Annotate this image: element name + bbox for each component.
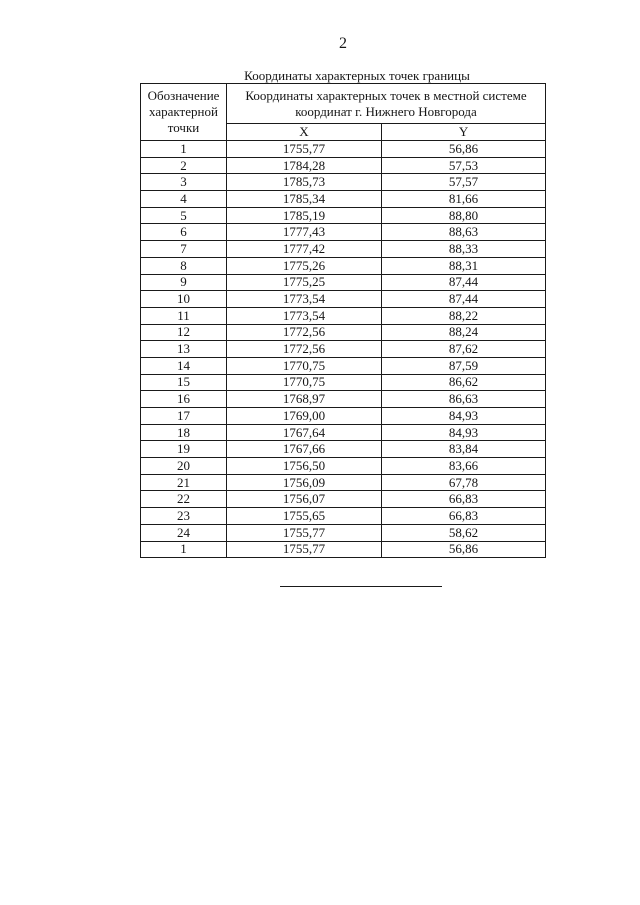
table-row — [141, 324, 546, 341]
table-row — [141, 441, 546, 458]
x-coordinate-cell: 1772,56 — [227, 341, 382, 358]
point-cell: 7 — [141, 241, 227, 258]
x-coordinate-cell: 1785,73 — [227, 174, 382, 191]
x-coordinate-cell: 1755,77 — [227, 141, 382, 158]
y-coordinate-cell: 58,62 — [382, 524, 546, 541]
table-row — [141, 357, 546, 374]
point-cell: 1 — [141, 141, 227, 158]
x-column-header: X — [227, 124, 382, 141]
header-row — [141, 84, 546, 124]
y-coordinate-cell: 56,86 — [382, 541, 546, 558]
table-row — [141, 458, 546, 475]
x-coordinate-cell: 1755,77 — [227, 541, 382, 558]
point-header-line: Обозначение — [147, 88, 220, 103]
coordinates-header-line: координат г. Нижнего Новгорода — [295, 103, 477, 119]
y-coordinate-cell: 88,31 — [382, 257, 546, 274]
point-cell: 12 — [141, 324, 227, 341]
table-row — [141, 408, 546, 425]
table-header — [141, 84, 546, 141]
point-designation-header — [141, 84, 227, 141]
x-coordinate-cell: 1756,50 — [227, 458, 382, 475]
table-row — [141, 257, 546, 274]
x-coordinate-cell: 1756,09 — [227, 474, 382, 491]
x-coordinate-cell: 1770,75 — [227, 357, 382, 374]
point-cell: 6 — [141, 224, 227, 241]
x-coordinate-cell: 1785,19 — [227, 207, 382, 224]
y-coordinate-cell: 67,78 — [382, 474, 546, 491]
table-row — [141, 541, 546, 558]
point-cell: 19 — [141, 441, 227, 458]
y-coordinate-cell: 86,63 — [382, 391, 546, 408]
table-row — [141, 374, 546, 391]
table-row — [141, 274, 546, 291]
table-row — [141, 491, 546, 508]
table-row — [141, 191, 546, 208]
y-coordinate-cell: 87,62 — [382, 341, 546, 358]
y-coordinate-cell: 56,86 — [382, 141, 546, 158]
point-cell: 4 — [141, 191, 227, 208]
x-coordinate-cell: 1777,43 — [227, 224, 382, 241]
point-cell: 15 — [141, 374, 227, 391]
point-cell: 8 — [141, 257, 227, 274]
table-row — [141, 241, 546, 258]
point-header-line: точки — [167, 120, 200, 135]
point-cell: 23 — [141, 508, 227, 525]
x-coordinate-cell: 1770,75 — [227, 374, 382, 391]
y-coordinate-cell: 87,44 — [382, 274, 546, 291]
table-body — [141, 141, 546, 558]
point-cell: 17 — [141, 408, 227, 425]
y-coordinate-cell: 81,66 — [382, 191, 546, 208]
x-coordinate-cell: 1755,77 — [227, 524, 382, 541]
point-cell: 11 — [141, 307, 227, 324]
y-coordinate-cell: 66,83 — [382, 491, 546, 508]
table-row — [141, 141, 546, 158]
table-row — [141, 224, 546, 241]
point-cell: 21 — [141, 474, 227, 491]
point-header-line: характерной — [149, 104, 218, 119]
point-cell: 16 — [141, 391, 227, 408]
x-coordinate-cell: 1777,42 — [227, 241, 382, 258]
table-row — [141, 174, 546, 191]
y-coordinate-cell: 57,57 — [382, 174, 546, 191]
y-coordinate-cell: 66,83 — [382, 508, 546, 525]
coordinates-header — [227, 84, 546, 124]
table-row — [141, 291, 546, 308]
y-coordinate-cell: 83,66 — [382, 458, 546, 475]
y-coordinate-cell: 83,84 — [382, 441, 546, 458]
point-cell: 10 — [141, 291, 227, 308]
x-coordinate-cell: 1769,00 — [227, 408, 382, 425]
coordinates-table — [140, 83, 546, 558]
x-coordinate-cell: 1775,26 — [227, 257, 382, 274]
x-coordinate-cell: 1756,07 — [227, 491, 382, 508]
y-coordinate-cell: 84,93 — [382, 424, 546, 441]
table-row — [141, 341, 546, 358]
point-cell: 18 — [141, 424, 227, 441]
x-coordinate-cell: 1784,28 — [227, 157, 382, 174]
table-row — [141, 508, 546, 525]
y-column-header: Y — [382, 124, 546, 141]
y-coordinate-cell: 88,22 — [382, 307, 546, 324]
table-row — [141, 307, 546, 324]
table-row — [141, 157, 546, 174]
bottom-divider — [280, 586, 442, 587]
x-coordinate-cell: 1773,54 — [227, 291, 382, 308]
table-row — [141, 207, 546, 224]
y-coordinate-cell: 88,80 — [382, 207, 546, 224]
y-coordinate-cell: 88,63 — [382, 224, 546, 241]
table-caption: Координаты характерных точек границы — [244, 68, 470, 83]
point-cell: 3 — [141, 174, 227, 191]
point-cell: 5 — [141, 207, 227, 224]
point-cell: 9 — [141, 274, 227, 291]
x-coordinate-cell: 1768,97 — [227, 391, 382, 408]
point-cell: 14 — [141, 357, 227, 374]
x-coordinate-cell: 1775,25 — [227, 274, 382, 291]
page-number: 2 — [339, 35, 347, 52]
y-coordinate-cell: 87,44 — [382, 291, 546, 308]
x-coordinate-cell: 1767,66 — [227, 441, 382, 458]
coordinates-header-line: Координаты характерных точек в местной системе — [245, 87, 527, 103]
point-cell: 1 — [141, 541, 227, 558]
x-coordinate-cell: 1767,64 — [227, 424, 382, 441]
table-row — [141, 474, 546, 491]
x-coordinate-cell: 1773,54 — [227, 307, 382, 324]
table-row — [141, 424, 546, 441]
x-coordinate-cell: 1772,56 — [227, 324, 382, 341]
table-row — [141, 524, 546, 541]
y-coordinate-cell: 87,59 — [382, 357, 546, 374]
x-coordinate-cell: 1755,65 — [227, 508, 382, 525]
y-coordinate-cell: 57,53 — [382, 157, 546, 174]
point-cell: 22 — [141, 491, 227, 508]
table-row — [141, 391, 546, 408]
y-coordinate-cell: 86,62 — [382, 374, 546, 391]
point-cell: 20 — [141, 458, 227, 475]
point-cell: 13 — [141, 341, 227, 358]
y-coordinate-cell: 84,93 — [382, 408, 546, 425]
y-coordinate-cell: 88,24 — [382, 324, 546, 341]
point-cell: 24 — [141, 524, 227, 541]
point-cell: 2 — [141, 157, 227, 174]
x-coordinate-cell: 1785,34 — [227, 191, 382, 208]
y-coordinate-cell: 88,33 — [382, 241, 546, 258]
